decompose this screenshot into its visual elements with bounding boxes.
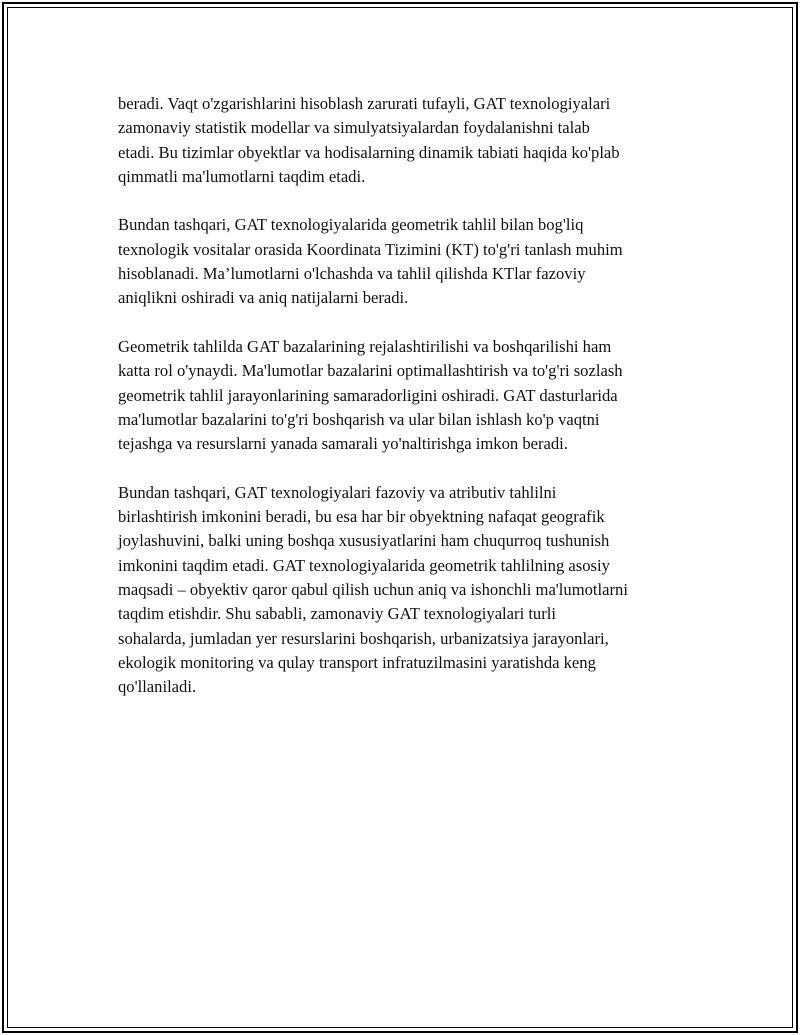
- text-line: ekologik monitoring va qulay transport infratuzilmasini yaratishda keng: [118, 652, 596, 672]
- text-line: joylashuvini, balki uning boshqa xususiyatlarini ham chuqurroq tushunish: [118, 531, 610, 551]
- text-line: etadi. Bu tizimlar obyektlar va hodisalarning dinamik tabiati haqida ko'plab: [118, 142, 620, 162]
- text-line: qimmatli ma'lumotlarni taqdim etadi.: [118, 166, 366, 186]
- text-line: sohalarda, jumladan yer resurslarini boshqarish, urbanizatsiya jarayonlari,: [118, 628, 609, 648]
- text-line: aniqlikni oshiradi va aniq natijalarni beradi.: [118, 288, 409, 308]
- text-line: Bundan tashqari, GAT texnologiyalarida geometrik tahlil bilan bog'liq: [118, 215, 584, 235]
- text-line: ma'lumotlar bazalarini to'g'ri boshqarish va ular bilan ishlash ko'p vaqtni: [118, 409, 600, 429]
- text-line: imkonini taqdim etadi. GAT texnologiyalarida geometrik tahlilning asosiy: [118, 555, 610, 575]
- text-line: beradi. Vaqt o'zgarishlarini hisoblash zarurati tufayli, GAT texnologiyalari: [118, 94, 611, 113]
- text-line: Bundan tashqari, GAT texnologiyalari fazoviy va atributiv tahlilni: [118, 482, 557, 502]
- text-line: Geometrik tahlilda GAT bazalarining rejalashtirilishi va boshqarilishi ham: [118, 336, 612, 356]
- text-line: qo'llaniladi.: [118, 677, 197, 697]
- text-line: geometrik tahlil jarayonlarining samaradorligini oshiradi. GAT dasturlarida: [118, 385, 618, 405]
- paragraph: [118, 335, 688, 456]
- text-line: maqsadi – obyektiv qaror qabul qilish uchun aniq va ishonchli ma'lumotlarni: [118, 579, 628, 599]
- document-body: [118, 92, 688, 724]
- paragraph: [118, 481, 688, 700]
- text-line: zamonaviy statistik modellar va simulyatsiyalardan foydalanishni talab: [118, 118, 590, 138]
- text-line: tejashga va resurslarni yanada samarali yo'naltirishga imkon beradi.: [118, 434, 568, 454]
- paragraph: [118, 92, 688, 189]
- text-line: texnologik vositalar orasida Koordinata Tizimini (KT) to'g'ri tanlash muhim: [118, 239, 623, 259]
- paragraph: [118, 213, 688, 310]
- text-line: birlashtirish imkonini beradi, bu esa har bir obyektning nafaqat geografik: [118, 507, 605, 527]
- text-line: hisoblanadi. Ma’lumotlarni o'lchashda va tahlil qilishda KTlar fazoviy: [118, 264, 586, 284]
- text-line: katta rol o'ynaydi. Ma'lumotlar bazalarini optimallashtirish va to'g'ri sozlash: [118, 361, 623, 381]
- text-line: taqdim etishdir. Shu sababli, zamonaviy GAT texnologiyalari turli: [118, 604, 556, 624]
